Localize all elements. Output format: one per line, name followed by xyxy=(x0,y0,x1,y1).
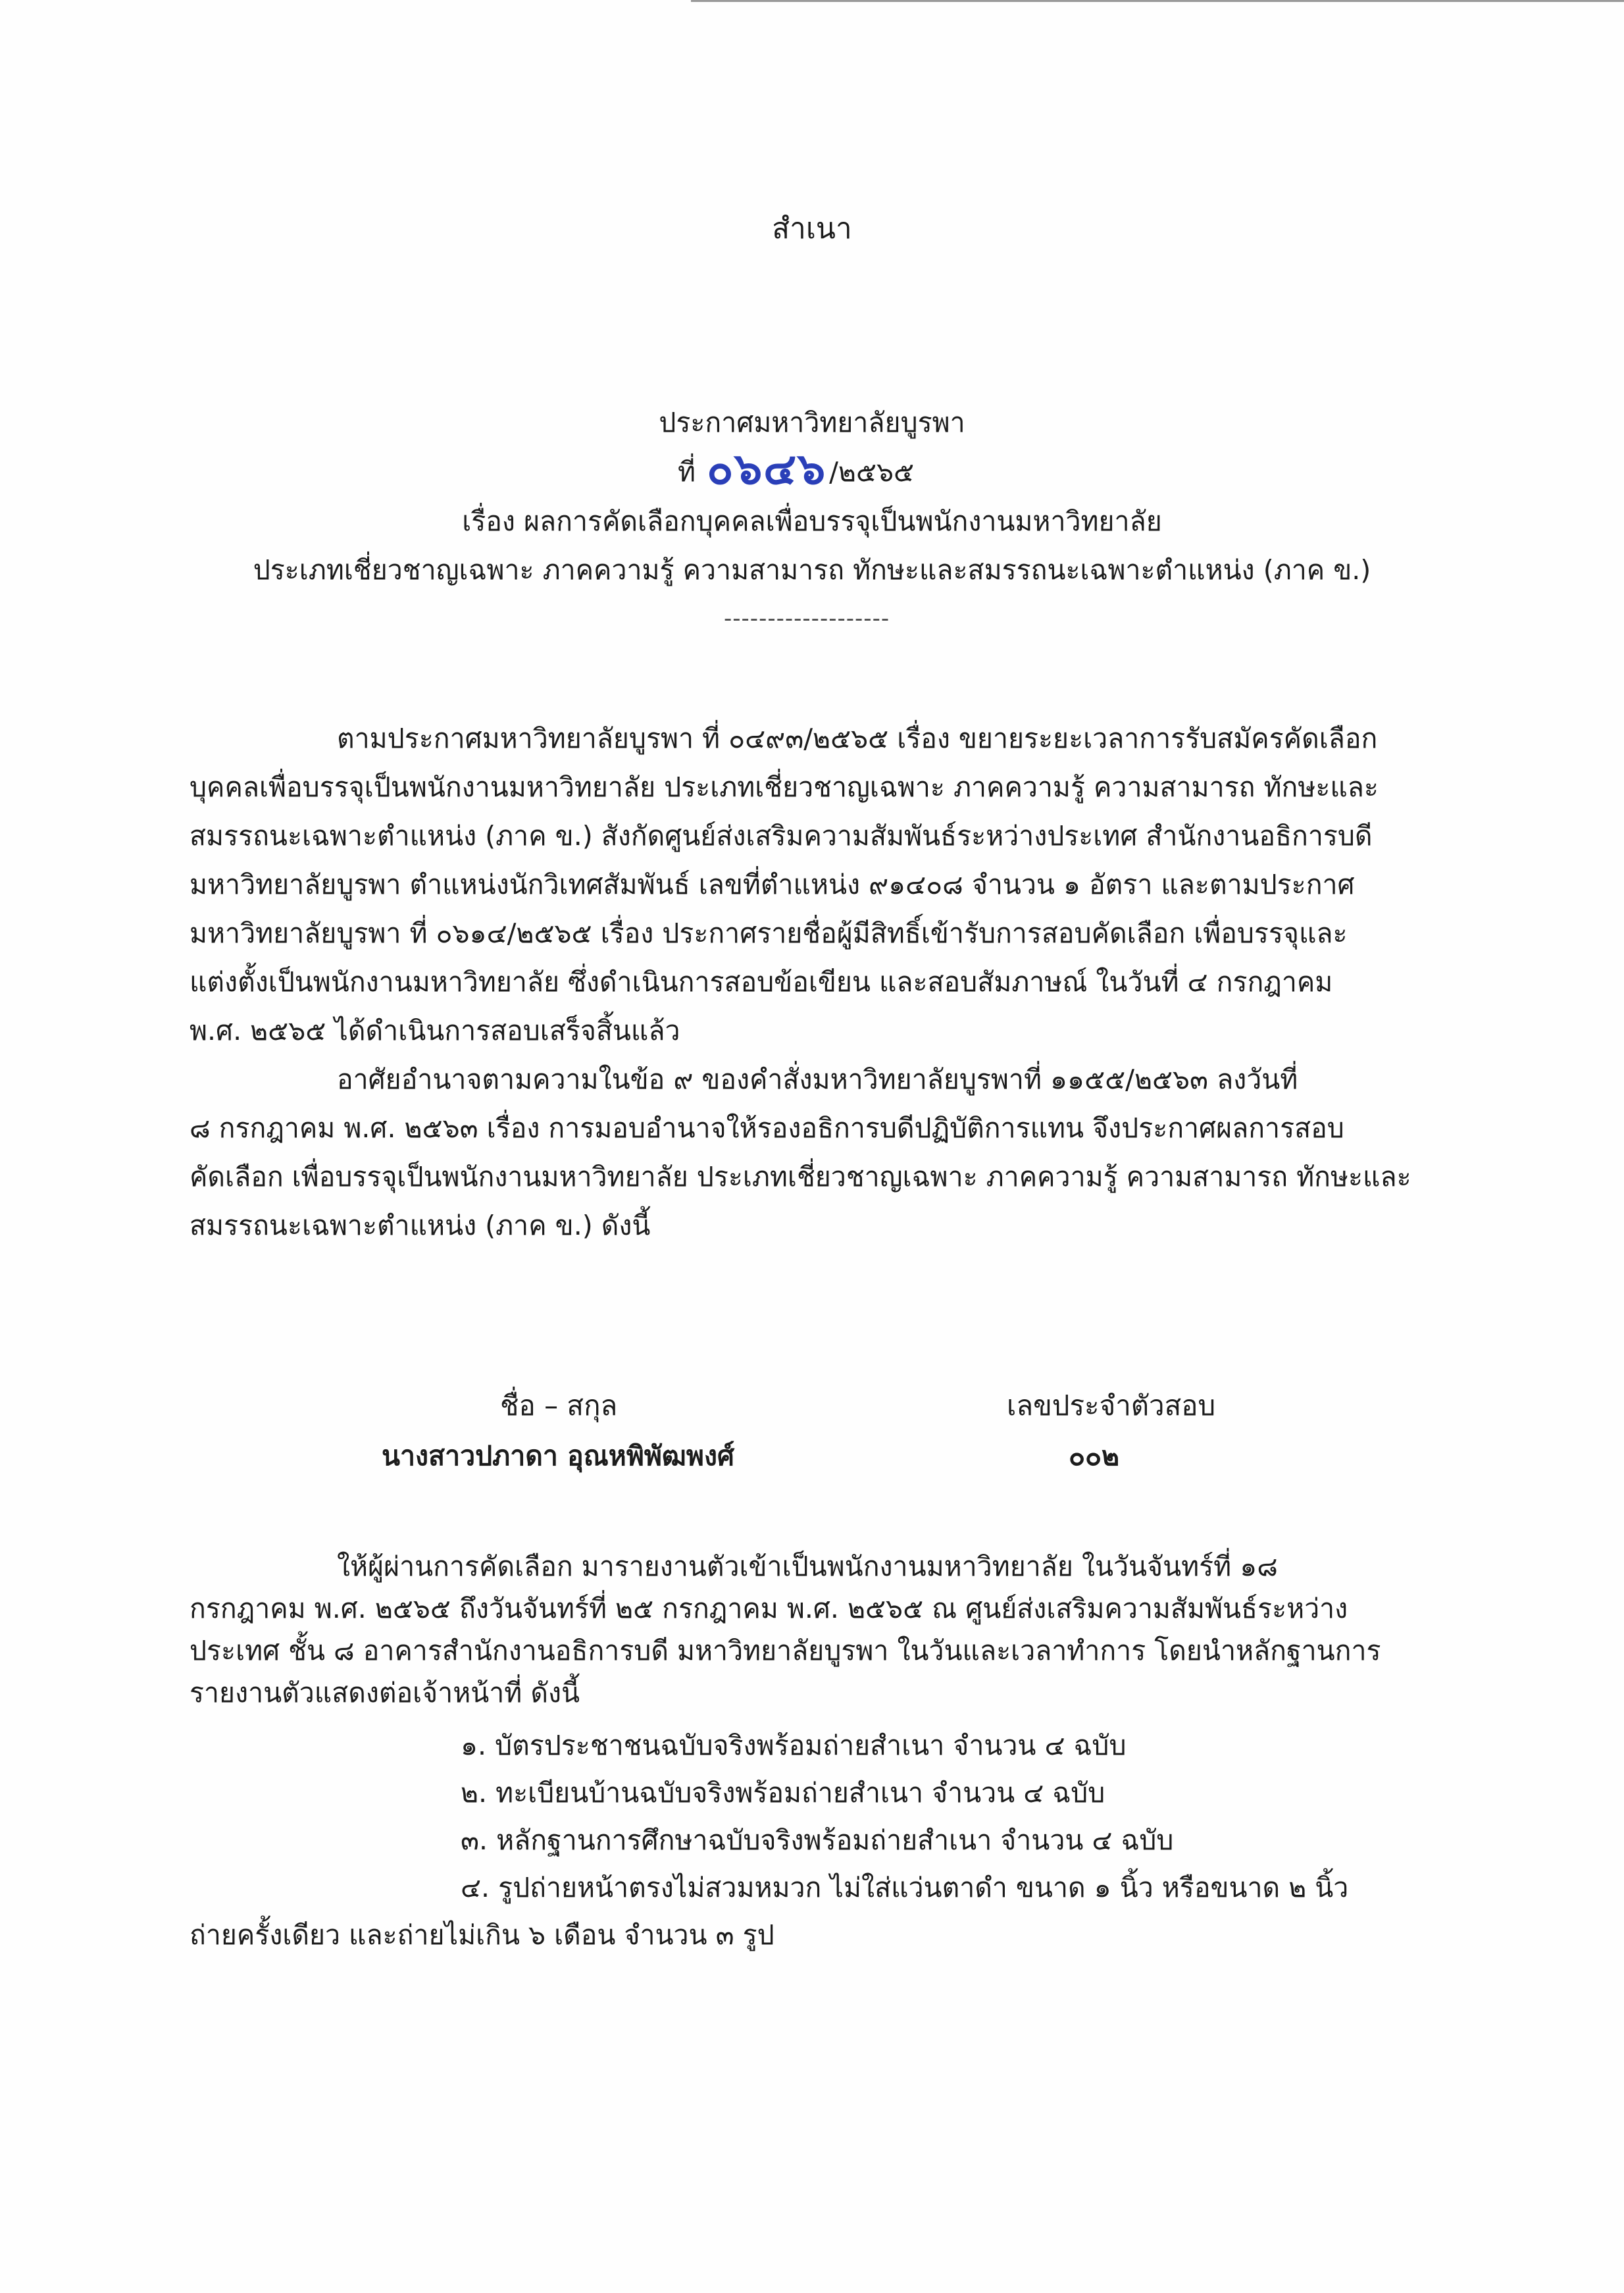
paragraph-2-line: คัดเลือก เพื่อบรรจุเป็นพนักงานมหาวิทยาลัย ประเภทเชี่ยวชาญเฉพาะ ภาคความรู้ ความสามารถ ทักษะและ xyxy=(190,1161,1411,1193)
paragraph-3-line: รายงานตัวแสดงต่อเจ้าหน้าที่ ดังนี้ xyxy=(190,1677,580,1709)
announcement-number xyxy=(678,442,914,498)
document-list-item: ๒. ทะเบียนบ้านฉบับจริงพร้อมถ่ายสำเนา จำนวน ๔ ฉบับ xyxy=(461,1777,1105,1809)
copy-mark: สำเนา xyxy=(772,212,852,245)
separator: ------------------- xyxy=(724,605,890,632)
handwritten-number: ๐๖๔๖ xyxy=(707,443,827,494)
number-suffix: /๒๕๖๕ xyxy=(829,456,915,488)
paragraph-1-line: บุคคลเพื่อบรรจุเป็นพนักงานมหาวิทยาลัย ประเภทเชี่ยวชาญเฉพาะ ภาคความรู้ ความสามารถ ทักษะและ xyxy=(190,771,1379,803)
name-column-header: ชื่อ – สกุล xyxy=(500,1389,618,1422)
paragraph-3-line: กรกฎาคม พ.ศ. ๒๕๖๕ ถึงวันจันทร์ที่ ๒๕ กรกฎาคม พ.ศ. ๒๕๖๕ ณ ศูนย์ส่งเสริมความสัมพันธ์ระหว่าง xyxy=(190,1593,1348,1624)
candidate-name: นางสาวปภาดา อุณหพิพัฒพงศ์ xyxy=(382,1440,734,1472)
paragraph-2-line: อาศัยอำนาจตามความในข้อ ๙ ของคำสั่งมหาวิทยาลัยบูรพาที่ ๑๑๕๕/๒๕๖๓ ลงวันที่ xyxy=(337,1064,1298,1095)
announcement-title: ประกาศมหาวิทยาลัยบูรพา xyxy=(659,407,965,438)
paragraph-1-line: ตามประกาศมหาวิทยาลัยบูรพา ที่ ๐๔๙๓/๒๕๖๕ เรื่อง ขยายระยะเวลาการรับสมัครคัดเลือก xyxy=(337,723,1378,754)
document-list-item: ๓. หลักฐานการศึกษาฉบับจริงพร้อมถ่ายสำเนา จำนวน ๔ ฉบับ xyxy=(461,1824,1174,1856)
paragraph-1-line: สมรรถนะเฉพาะตำแหน่ง (ภาค ข.) สังกัดศูนย์ส่งเสริมความสัมพันธ์ระหว่างประเทศ สำนักงานอธิการบดี xyxy=(190,820,1373,852)
paragraph-3-line: ประเทศ ชั้น ๘ อาคารสำนักงานอธิการบดี มหาวิทยาลัยบูรพา ในวันและเวลาทำการ โดยนำหลักฐานการ xyxy=(190,1635,1381,1666)
paragraph-1-line: แต่งตั้งเป็นพนักงานมหาวิทยาลัย ซึ่งดำเนินการสอบข้อเขียน และสอบสัมภาษณ์ ในวันที่ ๔ กรกฎาคม xyxy=(190,966,1333,998)
exam-id-column-header: เลขประจำตัวสอบ xyxy=(1007,1389,1216,1422)
announcement-subtitle: ประเภทเชี่ยวชาญเฉพาะ ภาคความรู้ ความสามารถ ทักษะและสมรรถนะเฉพาะตำแหน่ง (ภาค ข.) xyxy=(253,554,1371,586)
paragraph-1-line: มหาวิทยาลัยบูรพา ที่ ๐๖๑๔/๒๕๖๕ เรื่อง ประกาศรายชื่อผู้มีสิทธิ์เข้ารับการสอบคัดเลือก เพื่อบรรจุและ xyxy=(190,917,1348,949)
document-list-item: ๔. รูปถ่ายหน้าตรงไม่สวมหมวก ไม่ใส่แว่นตาดำ ขนาด ๑ นิ้ว หรือขนาด ๒ นิ้ว xyxy=(461,1872,1349,1903)
paragraph-2-line: ๘ กรกฎาคม พ.ศ. ๒๕๖๓ เรื่อง การมอบอำนาจให้รองอธิการบดีปฏิบัติการแทน จึงประกาศผลการสอบ xyxy=(190,1112,1344,1144)
candidate-exam-id: ๐๐๒ xyxy=(1069,1440,1120,1472)
paragraph-1-line: มหาวิทยาลัยบูรพา ตำแหน่งนักวิเทศสัมพันธ์ เลขที่ตำแหน่ง ๙๑๔๐๘ จำนวน ๑ อัตรา และตามประกาศ xyxy=(190,869,1355,900)
document-list-item: ๑. บัตรประชาชนฉบับจริงพร้อมถ่ายสำเนา จำนวน ๔ ฉบับ xyxy=(461,1730,1127,1761)
paragraph-3-line: ให้ผู้ผ่านการคัดเลือก มารายงานตัวเข้าเป็นพนักงานมหาวิทยาลัย ในวันจันทร์ที่ ๑๘ xyxy=(337,1551,1278,1582)
announcement-subject: เรื่อง ผลการคัดเลือกบุคคลเพื่อบรรจุเป็นพนักงานมหาวิทยาลัย xyxy=(462,505,1162,537)
number-prefix: ที่ xyxy=(678,456,696,488)
scan-edge-line xyxy=(691,0,1624,2)
paragraph-1-line: พ.ศ. ๒๕๖๕ ได้ดำเนินการสอบเสร็จสิ้นแล้ว xyxy=(190,1015,680,1046)
paragraph-2-line: สมรรถนะเฉพาะตำแหน่ง (ภาค ข.) ดังนี้ xyxy=(190,1210,651,1241)
document-list-item-continuation: ถ่ายครั้งเดียว และถ่ายไม่เกิน ๖ เดือน จำนวน ๓ รูป xyxy=(190,1919,774,1951)
